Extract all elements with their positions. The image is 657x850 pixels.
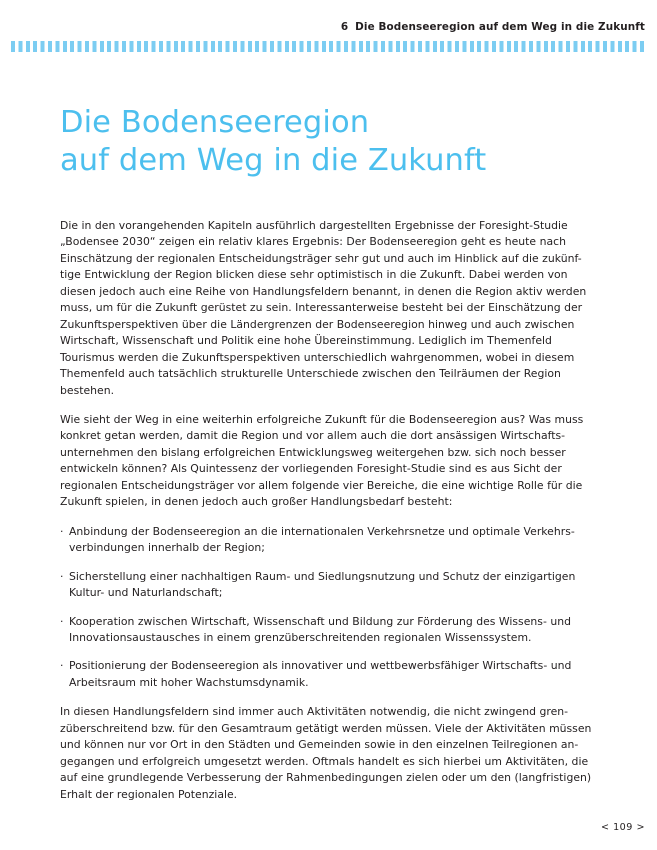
list-item-text: Sicherstellung einer nachhaltigen Raum- und Siedlungsnutzung und Schutz der einzigartigen Kultur- und Naturlandschaft; bbox=[69, 569, 576, 600]
list-item bbox=[60, 658, 597, 691]
next-page-arrow[interactable]: > bbox=[636, 822, 645, 833]
list-item bbox=[60, 524, 597, 557]
page-number: 109 bbox=[613, 822, 633, 833]
body-paragraph-2: Wie sieht der Weg in eine weiterhin erfolgreiche Zukunft für die Bodenseeregion aus? Was muss konkret getan werden, damit die Region und vor allem auch die dort ansässigen Wirtschafts-unternehmen den bislang erfolgreichen Entwicklungsweg weitergehen bzw. sich noch besser entwickeln können? Als Quintessenz der vorliegenden Foresight-Studie sind es aus Sicht der regionalen Entscheidungsträger vor allem folgende vier Bereiche, die eine wichtige Rolle für die Zukunft spielen, in denen jedoch auch großer Handlungsbedarf besteht: bbox=[60, 412, 584, 509]
page-title-line-2: auf dem Weg in die Zukunft bbox=[60, 143, 487, 178]
list-item-text: Positionierung der Bodenseeregion als innovativer und wettbewerbsfähiger Wirtschafts- und Arbeitsraum mit hoher Wachstumsdynamik. bbox=[69, 659, 572, 689]
body-paragraph-1: Die in den vorangehenden Kapiteln ausführlich dargestellten Ergebnisse der Foresight-Studie „Bodensee 2030“ zeigen ein relativ klares Ergebnis: Der Bodenseeregion geht es heute nach Einschätzung der regionalen Entscheidungsträger sehr gut und auch im Hinblick auf die zukünf-tige Entwicklung der Region blicken diese sehr optimistisch in die Zukunft. Dabei werden von diesen jedoch auch eine Reihe von Handlungsfeldern benannt, in denen die Region aktiv werden muss, um für die Zukunft gerüstet zu sein. Interessanterweise besteht bei der Einschätzung der Zukunftsperspektiven über die Ländergrenzen der Bodenseeregion hinweg und auch zwischen Wirtschaft, Wissenschaft und Politik eine hohe Übereinstimmung. Lediglich im Themenfeld Tourismus werden die Zukunftsperspektiven unterschiedlich wahrgenommen, wobei in diesem Themenfeld auch tatsächlich strukturelle Unterschiede zwischen den Teilräumen der Region bestehen. bbox=[60, 219, 587, 397]
body-paragraph-3: In diesen Handlungsfeldern sind immer auch Aktivitäten notwendig, die nicht zwingend gren-züberschreitend bzw. für den Gesamtraum getätigt werden müssen. Viele der Aktivitäten müssen und können nur vor Ort in den Städten und Gemeinden sowie in den einzelnen Teilregionen an-gegangen und erfolgreich umgesetzt werden. Oftmals handelt es sich hierbei um Aktivitäten, die auf eine grundlegende Verbesserung der Rahmenbedingungen zielen oder um den (langfristigen) Erhalt der regionalen Potenziale. bbox=[60, 705, 592, 801]
prev-page-arrow[interactable]: < bbox=[600, 822, 610, 833]
list-item-text: Kooperation zwischen Wirtschaft, Wissenschaft und Bildung zur Förderung des Wissens- und Innovationsaustausches in einem grenzüberschreitenden regionalen Wissenssystem. bbox=[69, 614, 571, 644]
list-item-text: Anbindung der Bodenseeregion an die internationalen Verkehrsnetze und optimale Verkehrs-verbindungen innerhalb der Region; bbox=[69, 524, 575, 555]
bullet-marker-icon: · bbox=[60, 659, 64, 673]
bullet-marker-icon: · bbox=[60, 524, 64, 538]
body-content bbox=[60, 218, 597, 803]
page-title-line-1: Die Bodenseeregion bbox=[60, 105, 370, 140]
page-footer bbox=[601, 822, 645, 833]
dashed-rule-divider bbox=[11, 41, 646, 52]
running-head bbox=[60, 21, 645, 33]
page-title bbox=[60, 104, 600, 180]
bullet-marker-icon: · bbox=[60, 569, 64, 583]
list-item bbox=[60, 614, 597, 647]
running-head-chapter-title: Die Bodenseeregion auf dem Weg in die Zukunft bbox=[355, 21, 645, 33]
bullet-marker-icon: · bbox=[60, 614, 64, 628]
key-areas-list bbox=[60, 524, 597, 692]
list-item bbox=[60, 569, 597, 602]
running-head-chapter-number: 6 bbox=[340, 21, 349, 33]
